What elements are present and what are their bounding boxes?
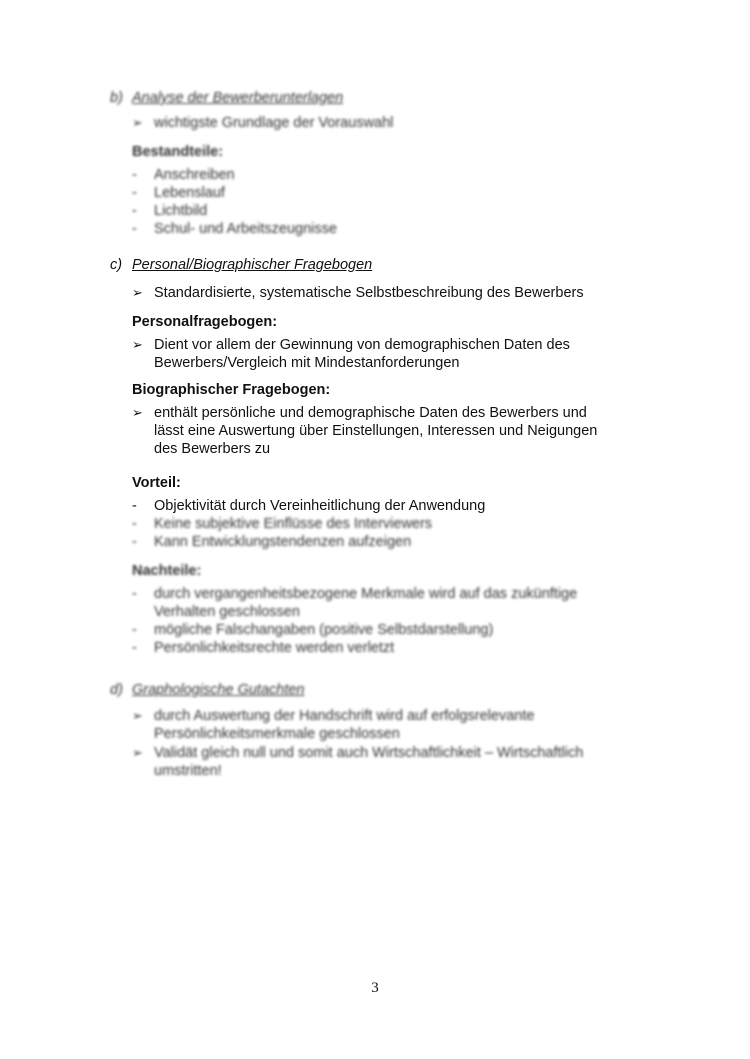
arrow-bullet-icon: ➢ xyxy=(132,708,143,723)
subheading: Bestandteile: xyxy=(132,144,224,160)
dash-list xyxy=(132,497,597,551)
arrow-bullet-icon: ➢ xyxy=(132,337,143,352)
bullet-item: ➢ enthält persönliche und demographische Daten des Bewerbers und lässt eine Auswertung über Einstellungen, Interessen und Neigungen des Bewerbers zu xyxy=(132,405,598,457)
list-item: - mögliche Falschangaben (positive Selbstdarstellung) xyxy=(132,622,494,638)
section-b xyxy=(110,90,393,238)
section-title: Graphologische Gutachten xyxy=(132,682,305,698)
subheading: Personalfragebogen: xyxy=(132,314,278,330)
subheading: Biographischer Fragebogen: xyxy=(132,382,331,398)
section-letter: c) xyxy=(110,257,123,273)
dash-list xyxy=(132,585,597,657)
subheading: Vorteil: xyxy=(132,475,181,491)
list-item: - Lebenslauf xyxy=(132,185,225,201)
bullet-item: ➢ Dient vor allem der Gewinnung von demographischen Daten des Bewerbers/Vergleich mit Mindestanforderungen xyxy=(132,337,570,371)
list-item: - Anschreiben xyxy=(132,167,235,183)
section-c xyxy=(110,257,597,657)
section-title: Analyse der Bewerberunterlagen xyxy=(132,90,344,106)
list-item: - Lichtbild xyxy=(132,203,208,219)
list-item: - Kann Entwicklungstendenzen aufzeigen xyxy=(132,534,412,550)
bullet-item: ➢ wichtigste Grundlage der Vorauswahl xyxy=(132,115,394,131)
section-d xyxy=(110,682,583,780)
bullet-item: ➢ durch Auswertung der Handschrift wird auf erfolgsrelevante Persönlichkeitsmerkmale geschlossen xyxy=(132,708,535,742)
dash-list xyxy=(132,166,393,238)
arrow-bullet-icon: ➢ xyxy=(132,405,143,420)
arrow-bullet-icon: ➢ xyxy=(132,115,143,130)
subheading: Nachteile: xyxy=(132,563,202,579)
section-letter: d) xyxy=(110,682,123,698)
bullet-item: ➢ Validät gleich null und somit auch Wirtschaftlichkeit – Wirtschaftlich umstritten! xyxy=(132,745,584,779)
arrow-bullet-icon: ➢ xyxy=(132,745,143,760)
section-title: Personal/Biographischer Fragebogen xyxy=(132,257,373,273)
bullet-item: ➢ Standardisierte, systematische Selbstbeschreibung des Bewerbers xyxy=(132,285,584,301)
arrow-bullet-icon: ➢ xyxy=(132,285,143,300)
section-d-heading xyxy=(110,682,583,698)
list-item: - durch vergangenheitsbezogene Merkmale wird auf das zukünftige Verhalten geschlossen xyxy=(132,586,578,620)
list-item: - Persönlichkeitsrechte werden verletzt xyxy=(132,640,395,656)
section-letter: b) xyxy=(110,90,123,106)
section-b-heading xyxy=(110,90,393,106)
page-number: 3 xyxy=(371,980,379,996)
list-item: - Schul- und Arbeitszeugnisse xyxy=(132,221,337,237)
list-item: - Keine subjektive Einflüsse des Interviewers xyxy=(132,516,433,532)
section-c-heading xyxy=(110,257,597,273)
list-item: - Objektivität durch Vereinheitlichung der Anwendung xyxy=(132,498,486,514)
